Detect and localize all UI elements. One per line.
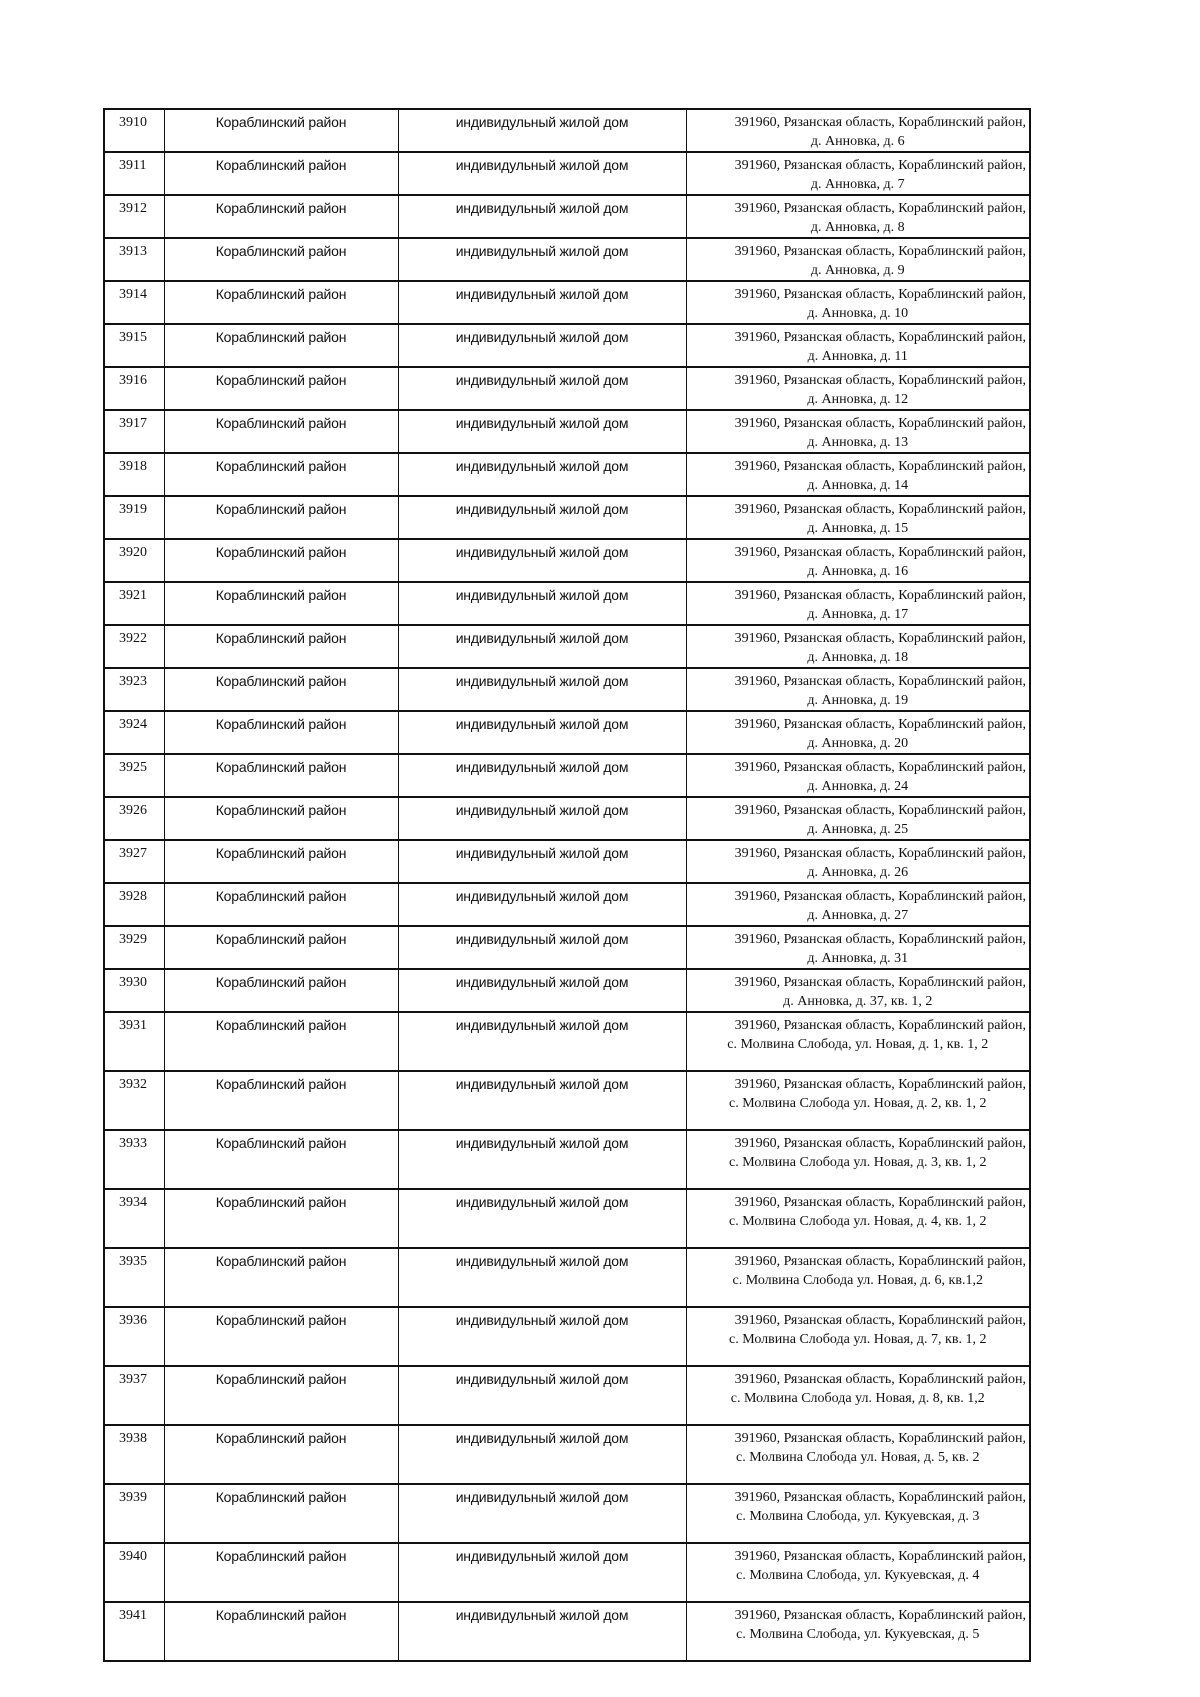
address-line-region: 391960, Рязанская область, Кораблинский район, (734, 631, 1026, 646)
table-row (104, 1071, 1030, 1130)
address-line-region: 391960, Рязанская область, Кораблинский район, (734, 502, 1026, 517)
cell-object-type: индивидульный жилой дом (398, 496, 686, 539)
table-row (104, 1130, 1030, 1189)
cell-object-type: индивидульный жилой дом (398, 453, 686, 496)
cell-district: Кораблинский район (164, 1307, 398, 1366)
cell-address (686, 754, 1030, 797)
cell-object-type: индивидульный жилой дом (398, 410, 686, 453)
cell-address (686, 1602, 1030, 1661)
cell-district: Кораблинский район (164, 625, 398, 668)
table-row (104, 1012, 1030, 1071)
address-line-locality: с. Молвина Слобода ул. Новая, д. 6, кв.1,2 (732, 1273, 983, 1288)
address-line-region: 391960, Рязанская область, Кораблинский район, (734, 158, 1026, 173)
cell-object-type: индивидульный жилой дом (398, 1425, 686, 1484)
cell-district: Кораблинский район (164, 754, 398, 797)
address-line-locality: с. Молвина Слобода, ул. Новая, д. 1, кв. 1, 2 (727, 1037, 989, 1052)
address-line-region: 391960, Рязанская область, Кораблинский район, (734, 1195, 1026, 1210)
cell-number: 3938 (104, 1425, 164, 1484)
table-row (104, 1366, 1030, 1425)
cell-number: 3911 (104, 152, 164, 195)
address-line-locality: с. Молвина Слобода ул. Новая, д. 5, кв. 2 (736, 1450, 980, 1465)
cell-district: Кораблинский район (164, 711, 398, 754)
address-line-locality: д. Анновка, д. 11 (807, 349, 908, 364)
cell-district: Кораблинский район (164, 797, 398, 840)
address-line-region: 391960, Рязанская область, Кораблинский район, (734, 1372, 1026, 1387)
cell-object-type: индивидульный жилой дом (398, 367, 686, 410)
cell-address (686, 711, 1030, 754)
address-line-locality: д. Анновка, д. 20 (807, 736, 909, 751)
cell-district: Кораблинский район (164, 840, 398, 883)
table-row (104, 1425, 1030, 1484)
cell-object-type: индивидульный жилой дом (398, 625, 686, 668)
table-row (104, 539, 1030, 582)
address-line-region: 391960, Рязанская область, Кораблинский район, (734, 1254, 1026, 1269)
cell-number: 3926 (104, 797, 164, 840)
address-line-region: 391960, Рязанская область, Кораблинский район, (734, 975, 1026, 990)
cell-number: 3941 (104, 1602, 164, 1661)
cell-district: Кораблинский район (164, 281, 398, 324)
table-row (104, 410, 1030, 453)
address-line-region: 391960, Рязанская область, Кораблинский район, (734, 717, 1026, 732)
cell-district: Кораблинский район (164, 109, 398, 152)
address-line-region: 391960, Рязанская область, Кораблинский район, (734, 287, 1026, 302)
registry-table (103, 108, 1031, 1662)
cell-district: Кораблинский район (164, 1366, 398, 1425)
cell-address (686, 1307, 1030, 1366)
cell-number: 3927 (104, 840, 164, 883)
cell-number: 3925 (104, 754, 164, 797)
table-row (104, 281, 1030, 324)
address-line-locality: д. Анновка, д. 10 (807, 306, 909, 321)
table-row (104, 797, 1030, 840)
address-line-locality: д. Анновка, д. 14 (807, 478, 909, 493)
cell-district: Кораблинский район (164, 1484, 398, 1543)
cell-number: 3924 (104, 711, 164, 754)
cell-number: 3934 (104, 1189, 164, 1248)
cell-district: Кораблинский район (164, 668, 398, 711)
cell-number: 3922 (104, 625, 164, 668)
address-line-region: 391960, Рязанская область, Кораблинский район, (734, 459, 1026, 474)
cell-address (686, 152, 1030, 195)
cell-district: Кораблинский район (164, 453, 398, 496)
cell-object-type: индивидульный жилой дом (398, 1130, 686, 1189)
cell-address (686, 1484, 1030, 1543)
cell-district: Кораблинский район (164, 969, 398, 1012)
address-line-locality: д. Анновка, д. 27 (807, 908, 909, 923)
address-line-locality: д. Анновка, д. 8 (810, 220, 905, 235)
table-row (104, 195, 1030, 238)
cell-number: 3918 (104, 453, 164, 496)
address-line-locality: д. Анновка, д. 19 (807, 693, 909, 708)
table-row (104, 1189, 1030, 1248)
cell-address (686, 1189, 1030, 1248)
address-line-region: 391960, Рязанская область, Кораблинский район, (734, 760, 1026, 775)
cell-number: 3917 (104, 410, 164, 453)
address-line-region: 391960, Рязанская область, Кораблинский район, (734, 201, 1026, 216)
address-line-locality: д. Анновка, д. 26 (807, 865, 909, 880)
address-line-locality: д. Анновка, д. 16 (807, 564, 909, 579)
address-line-region: 391960, Рязанская область, Кораблинский район, (734, 115, 1026, 130)
cell-address (686, 582, 1030, 625)
cell-object-type: индивидульный жилой дом (398, 711, 686, 754)
cell-district: Кораблинский район (164, 582, 398, 625)
cell-district: Кораблинский район (164, 152, 398, 195)
cell-object-type: индивидульный жилой дом (398, 1189, 686, 1248)
address-line-region: 391960, Рязанская область, Кораблинский район, (734, 1490, 1026, 1505)
cell-object-type: индивидульный жилой дом (398, 969, 686, 1012)
cell-address (686, 367, 1030, 410)
table-row (104, 926, 1030, 969)
cell-address (686, 109, 1030, 152)
address-line-locality: с. Молвина Слобода ул. Новая, д. 4, кв. 1, 2 (729, 1214, 987, 1229)
address-line-region: 391960, Рязанская область, Кораблинский район, (734, 846, 1026, 861)
cell-object-type: индивидульный жилой дом (398, 797, 686, 840)
table-row (104, 496, 1030, 539)
cell-address (686, 281, 1030, 324)
cell-district: Кораблинский район (164, 195, 398, 238)
cell-object-type: индивидульный жилой дом (398, 324, 686, 367)
address-line-locality: с. Молвина Слобода, ул. Кукуевская, д. 3 (736, 1509, 980, 1524)
address-line-locality: с. Молвина Слобода ул. Новая, д. 8, кв. 1,2 (730, 1391, 985, 1406)
cell-district: Кораблинский район (164, 1602, 398, 1661)
cell-address (686, 625, 1030, 668)
address-line-region: 391960, Рязанская область, Кораблинский район, (734, 1018, 1026, 1033)
address-line-locality: д. Анновка, д. 12 (807, 392, 909, 407)
cell-address (686, 797, 1030, 840)
cell-district: Кораблинский район (164, 367, 398, 410)
cell-number: 3937 (104, 1366, 164, 1425)
cell-district: Кораблинский район (164, 324, 398, 367)
address-line-locality: д. Анновка, д. 24 (807, 779, 909, 794)
address-line-locality: с. Молвина Слобода, ул. Кукуевская, д. 5 (736, 1627, 980, 1642)
cell-object-type: индивидульный жилой дом (398, 1012, 686, 1071)
cell-object-type: индивидульный жилой дом (398, 109, 686, 152)
address-line-locality: д. Анновка, д. 25 (807, 822, 909, 837)
cell-address (686, 668, 1030, 711)
cell-address (686, 883, 1030, 926)
address-line-locality: д. Анновка, д. 37, кв. 1, 2 (783, 994, 933, 1009)
cell-district: Кораблинский район (164, 926, 398, 969)
cell-number: 3912 (104, 195, 164, 238)
cell-number: 3930 (104, 969, 164, 1012)
cell-number: 3913 (104, 238, 164, 281)
cell-address (686, 496, 1030, 539)
table-row (104, 238, 1030, 281)
table-row (104, 109, 1030, 152)
address-line-region: 391960, Рязанская область, Кораблинский район, (734, 932, 1026, 947)
address-line-locality: д. Анновка, д. 13 (807, 435, 909, 450)
cell-object-type: индивидульный жилой дом (398, 1071, 686, 1130)
address-line-region: 391960, Рязанская область, Кораблинский район, (734, 1608, 1026, 1623)
cell-number: 3914 (104, 281, 164, 324)
address-line-locality: д. Анновка, д. 18 (807, 650, 909, 665)
cell-address (686, 324, 1030, 367)
cell-number: 3910 (104, 109, 164, 152)
table-row (104, 1484, 1030, 1543)
table-row (104, 625, 1030, 668)
cell-object-type: индивидульный жилой дом (398, 1484, 686, 1543)
address-line-region: 391960, Рязанская область, Кораблинский район, (734, 373, 1026, 388)
cell-address (686, 926, 1030, 969)
cell-object-type: индивидульный жилой дом (398, 1248, 686, 1307)
cell-address (686, 1248, 1030, 1307)
cell-number: 3936 (104, 1307, 164, 1366)
cell-district: Кораблинский район (164, 883, 398, 926)
table-row (104, 969, 1030, 1012)
cell-number: 3920 (104, 539, 164, 582)
table-row (104, 1602, 1030, 1661)
cell-district: Кораблинский район (164, 410, 398, 453)
address-line-region: 391960, Рязанская область, Кораблинский район, (734, 1313, 1026, 1328)
address-line-region: 391960, Рязанская область, Кораблинский район, (734, 330, 1026, 345)
table-row (104, 840, 1030, 883)
cell-number: 3939 (104, 1484, 164, 1543)
cell-number: 3933 (104, 1130, 164, 1189)
cell-number: 3929 (104, 926, 164, 969)
cell-address (686, 238, 1030, 281)
cell-object-type: индивидульный жилой дом (398, 926, 686, 969)
address-line-region: 391960, Рязанская область, Кораблинский район, (734, 1136, 1026, 1151)
table-row (104, 1307, 1030, 1366)
cell-address (686, 1130, 1030, 1189)
address-line-region: 391960, Рязанская область, Кораблинский район, (734, 803, 1026, 818)
cell-address (686, 410, 1030, 453)
address-line-region: 391960, Рязанская область, Кораблинский район, (734, 1431, 1026, 1446)
cell-address (686, 1425, 1030, 1484)
cell-object-type: индивидульный жилой дом (398, 539, 686, 582)
cell-address (686, 453, 1030, 496)
address-line-region: 391960, Рязанская область, Кораблинский район, (734, 545, 1026, 560)
cell-address (686, 195, 1030, 238)
cell-number: 3940 (104, 1543, 164, 1602)
cell-address (686, 1012, 1030, 1071)
cell-district: Кораблинский район (164, 1248, 398, 1307)
address-line-locality: д. Анновка, д. 17 (807, 607, 909, 622)
address-line-region: 391960, Рязанская область, Кораблинский район, (734, 588, 1026, 603)
address-line-region: 391960, Рязанская область, Кораблинский район, (734, 416, 1026, 431)
address-line-locality: с. Молвина Слобода ул. Новая, д. 3, кв. 1, 2 (729, 1155, 987, 1170)
cell-number: 3932 (104, 1071, 164, 1130)
cell-object-type: индивидульный жилой дом (398, 1543, 686, 1602)
cell-district: Кораблинский район (164, 1012, 398, 1071)
cell-address (686, 1366, 1030, 1425)
address-line-region: 391960, Рязанская область, Кораблинский район, (734, 1549, 1026, 1564)
cell-number: 3921 (104, 582, 164, 625)
cell-object-type: индивидульный жилой дом (398, 883, 686, 926)
cell-object-type: индивидульный жилой дом (398, 1366, 686, 1425)
address-line-locality: д. Анновка, д. 15 (807, 521, 909, 536)
address-line-region: 391960, Рязанская область, Кораблинский район, (734, 1077, 1026, 1092)
address-line-region: 391960, Рязанская область, Кораблинский район, (734, 674, 1026, 689)
table-row (104, 883, 1030, 926)
table-row (104, 1543, 1030, 1602)
address-line-locality: д. Анновка, д. 6 (810, 134, 905, 149)
cell-number: 3915 (104, 324, 164, 367)
cell-object-type: индивидульный жилой дом (398, 152, 686, 195)
table-row (104, 152, 1030, 195)
cell-address (686, 840, 1030, 883)
table-row (104, 711, 1030, 754)
cell-address (686, 539, 1030, 582)
cell-number: 3919 (104, 496, 164, 539)
cell-object-type: индивидульный жилой дом (398, 582, 686, 625)
table-row (104, 324, 1030, 367)
cell-object-type: индивидульный жилой дом (398, 238, 686, 281)
address-line-locality: с. Молвина Слобода ул. Новая, д. 7, кв. 1, 2 (729, 1332, 987, 1347)
cell-number: 3916 (104, 367, 164, 410)
address-line-locality: д. Анновка, д. 31 (807, 951, 909, 966)
cell-number: 3923 (104, 668, 164, 711)
cell-district: Кораблинский район (164, 539, 398, 582)
cell-district: Кораблинский район (164, 1130, 398, 1189)
cell-district: Кораблинский район (164, 1189, 398, 1248)
cell-district: Кораблинский район (164, 1425, 398, 1484)
table-row (104, 582, 1030, 625)
cell-object-type: индивидульный жилой дом (398, 195, 686, 238)
address-line-locality: с. Молвина Слобода, ул. Кукуевская, д. 4 (736, 1568, 980, 1583)
cell-address (686, 969, 1030, 1012)
address-line-region: 391960, Рязанская область, Кораблинский район, (734, 244, 1026, 259)
cell-object-type: индивидульный жилой дом (398, 281, 686, 324)
cell-district: Кораблинский район (164, 1071, 398, 1130)
table-row (104, 367, 1030, 410)
cell-object-type: индивидульный жилой дом (398, 1602, 686, 1661)
table-row (104, 754, 1030, 797)
cell-address (686, 1543, 1030, 1602)
address-line-locality: с. Молвина Слобода ул. Новая, д. 2, кв. 1, 2 (729, 1096, 987, 1111)
table-row (104, 453, 1030, 496)
cell-object-type: индивидульный жилой дом (398, 1307, 686, 1366)
address-line-locality: д. Анновка, д. 7 (810, 177, 905, 192)
address-line-region: 391960, Рязанская область, Кораблинский район, (734, 889, 1026, 904)
table-row (104, 668, 1030, 711)
cell-number: 3935 (104, 1248, 164, 1307)
address-line-locality: д. Анновка, д. 9 (810, 263, 905, 278)
table-row (104, 1248, 1030, 1307)
cell-district: Кораблинский район (164, 238, 398, 281)
cell-object-type: индивидульный жилой дом (398, 668, 686, 711)
cell-district: Кораблинский район (164, 496, 398, 539)
cell-number: 3928 (104, 883, 164, 926)
cell-object-type: индивидульный жилой дом (398, 754, 686, 797)
cell-object-type: индивидульный жилой дом (398, 840, 686, 883)
cell-number: 3931 (104, 1012, 164, 1071)
table-body (104, 109, 1030, 1661)
cell-address (686, 1071, 1030, 1130)
cell-district: Кораблинский район (164, 1543, 398, 1602)
